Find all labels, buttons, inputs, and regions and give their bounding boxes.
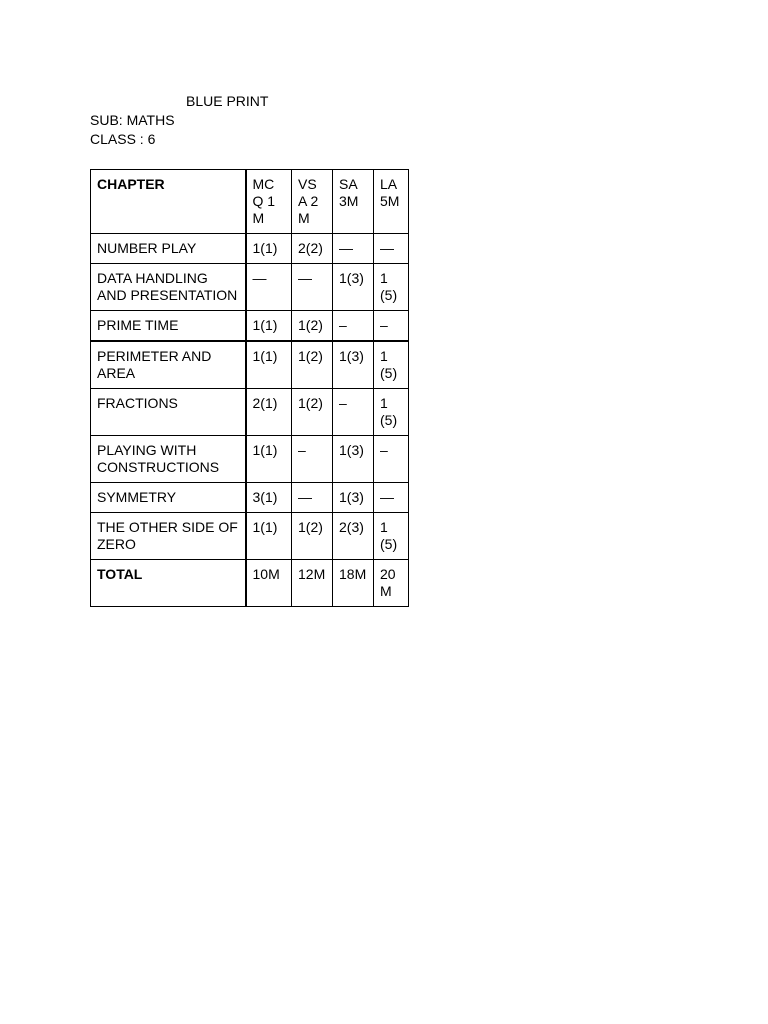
total-vsa: 12M [292, 560, 333, 607]
header-sa: SA 3M [333, 170, 374, 234]
table-row [91, 234, 409, 264]
mcq-cell: — [246, 264, 292, 311]
table-header-row [91, 170, 409, 234]
vsa-cell: 1(2) [292, 389, 333, 436]
mcq-cell: 2(1) [246, 389, 292, 436]
class-line: CLASS : 6 [90, 131, 156, 147]
vsa-cell: 1(2) [292, 341, 333, 389]
table-row [91, 389, 409, 436]
chapter-cell: NUMBER PLAY [91, 234, 246, 264]
document-title: BLUE PRINT [186, 93, 269, 109]
sa-cell: 1(3) [333, 483, 374, 513]
la-cell: 1(5) [374, 513, 409, 560]
sa-cell: 1(3) [333, 436, 374, 483]
chapter-cell: PERIMETER AND AREA [91, 341, 246, 389]
blueprint-table [90, 169, 409, 607]
sa-cell: — [333, 234, 374, 264]
mcq-cell: 1(1) [246, 311, 292, 342]
header-chapter: CHAPTER [91, 170, 246, 234]
table-row [91, 341, 409, 389]
mcq-cell: 1(1) [246, 436, 292, 483]
total-label: TOTAL [91, 560, 246, 607]
vsa-cell: 2(2) [292, 234, 333, 264]
table-row [91, 513, 409, 560]
la-cell: 1(5) [374, 264, 409, 311]
table-total-row [91, 560, 409, 607]
chapter-cell: SYMMETRY [91, 483, 246, 513]
mcq-cell: 1(1) [246, 341, 292, 389]
sa-cell: – [333, 389, 374, 436]
total-mcq: 10M [246, 560, 292, 607]
chapter-cell: DATA HANDLING AND PRESENTATION [91, 264, 246, 311]
vsa-cell: — [292, 264, 333, 311]
vsa-cell: 1(2) [292, 311, 333, 342]
vsa-cell: — [292, 483, 333, 513]
la-cell: – [374, 436, 409, 483]
sa-cell: 1(3) [333, 264, 374, 311]
la-cell: 1(5) [374, 389, 409, 436]
mcq-cell: 1(1) [246, 234, 292, 264]
mcq-cell: 3(1) [246, 483, 292, 513]
chapter-cell: PRIME TIME [91, 311, 246, 342]
mcq-cell: 1(1) [246, 513, 292, 560]
la-cell: – [374, 311, 409, 342]
la-cell: 1(5) [374, 341, 409, 389]
table-row [91, 264, 409, 311]
total-sa: 18M [333, 560, 374, 607]
table-row [91, 436, 409, 483]
sa-cell: 2(3) [333, 513, 374, 560]
chapter-cell: FRACTIONS [91, 389, 246, 436]
la-cell: — [374, 483, 409, 513]
table-row [91, 483, 409, 513]
chapter-cell: THE OTHER SIDE OF ZERO [91, 513, 246, 560]
total-la: 20M [374, 560, 409, 607]
la-cell: — [374, 234, 409, 264]
header-la: LA 5M [374, 170, 409, 234]
chapter-cell: PLAYING WITH CONSTRUCTIONS [91, 436, 246, 483]
subject-line: SUB: MATHS [90, 112, 175, 128]
header-vsa: VSA 2M [292, 170, 333, 234]
header-mcq: MCQ 1M [246, 170, 292, 234]
vsa-cell: 1(2) [292, 513, 333, 560]
sa-cell: 1(3) [333, 341, 374, 389]
table-row [91, 311, 409, 342]
vsa-cell: – [292, 436, 333, 483]
sa-cell: – [333, 311, 374, 342]
